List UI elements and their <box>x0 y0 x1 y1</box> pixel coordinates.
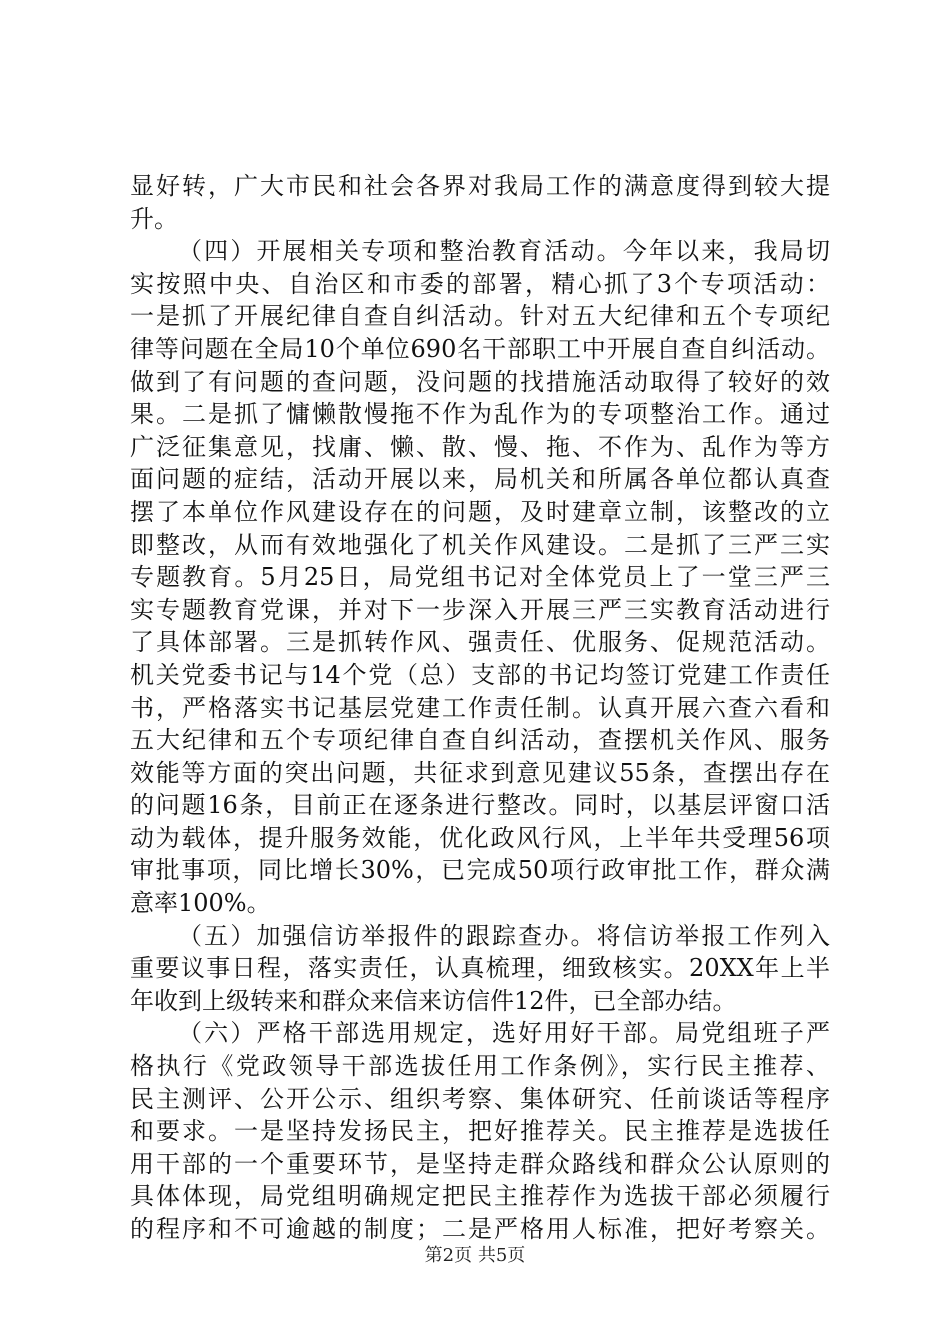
text-line: 重要议事日程，落实责任，认真梳理，细致核实。20XX年上半 <box>130 954 830 983</box>
text-line: 一是抓了开展纪律自查自纠活动。针对五大纪律和五个专项纪 <box>130 302 830 331</box>
text-line: 广泛征集意见，找庸、懒、散、慢、拖、不作为、乱作为等方 <box>130 432 830 461</box>
text-line: 格执行《党政领导干部选拔任用工作条例》，实行民主推荐、 <box>130 1052 830 1081</box>
text-line: 律等问题在全局10个单位690名干部职工中开展自查自纠活动。 <box>130 334 830 363</box>
text-line: 效能等方面的突出问题，共征求到意见建议55条，查摆出存在 <box>130 758 830 787</box>
text-line: 做到了有问题的查问题，没问题的找措施活动取得了较好的效 <box>130 367 830 396</box>
text-line: 实专题教育党课，并对下一步深入开展三严三实教育活动进行 <box>130 595 830 624</box>
text-line: 意率100%。 <box>130 889 271 918</box>
text-line: 具体体现，局党组明确规定把民主推荐作为选拔干部必须履行 <box>130 1182 830 1211</box>
text-line: 用干部的一个重要环节，是坚持走群众路线和群众公认原则的 <box>130 1149 830 1178</box>
text-line: 了具体部署。三是抓转作风、强责任、优服务、促规范活动。 <box>130 628 830 657</box>
text-line: 显好转，广大市民和社会各界对我局工作的满意度得到较大提 <box>130 172 830 200</box>
text-line: 民主测评、公开公示、组织考察、集体研究、任前谈话等程序 <box>130 1084 830 1113</box>
text-line: 果。二是抓了慵懒散慢拖不作为乱作为的专项整治工作。通过 <box>130 400 830 429</box>
text-line: 动为载体，提升服务效能，优化政风行风，上半年共受理56项 <box>130 823 830 852</box>
text-line: 年收到上级转来和群众来信来访信件12件，已全部办结。 <box>130 986 737 1015</box>
text-line: （六）严格干部选用规定，选好用好干部。局党组班子严 <box>178 1019 830 1048</box>
text-line: 审批事项，同比增长30%，已完成50项行政审批工作，群众满 <box>130 856 830 885</box>
text-line: 五大纪律和五个专项纪律自查自纠活动，查摆机关作风、服务 <box>130 726 830 755</box>
text-line: （四）开展相关专项和整治教育活动。今年以来，我局切 <box>178 237 830 266</box>
text-line: 即整改，从而有效地强化了机关作风建设。二是抓了三严三实 <box>130 530 830 559</box>
text-line: 摆了本单位作风建设存在的问题，及时建章立制，该整改的立 <box>130 497 830 526</box>
text-line: 机关党委书记与14个党（总）支部的书记均签订党建工作责任 <box>130 660 830 689</box>
text-line: （五）加强信访举报件的跟踪查办。将信访举报工作列入 <box>178 921 830 950</box>
text-line: 的问题16条，目前正在逐条进行整改。同时，以基层评窗口活 <box>130 791 830 820</box>
text-line: 专题教育。5月25日，局党组书记对全体党员上了一堂三严三 <box>130 563 830 592</box>
text-line: 的程序和不可逾越的制度；二是严格用人标准，把好考察关。 <box>130 1215 830 1243</box>
page-number-footer: 第2页 共5页 <box>424 1245 526 1266</box>
text-line: 升。 <box>130 204 178 233</box>
text-line: 面问题的症结，活动开展以来，局机关和所属各单位都认真查 <box>130 465 830 494</box>
text-line: 实按照中央、自治区和市委的部署，精心抓了3个专项活动： <box>130 269 830 298</box>
body-text <box>130 170 830 1246</box>
text-line: 书，严格落实书记基层党建工作责任制。认真开展六查六看和 <box>130 693 830 722</box>
text-line: 和要求。一是坚持发扬民主，把好推荐关。民主推荐是选拔任 <box>130 1117 830 1146</box>
